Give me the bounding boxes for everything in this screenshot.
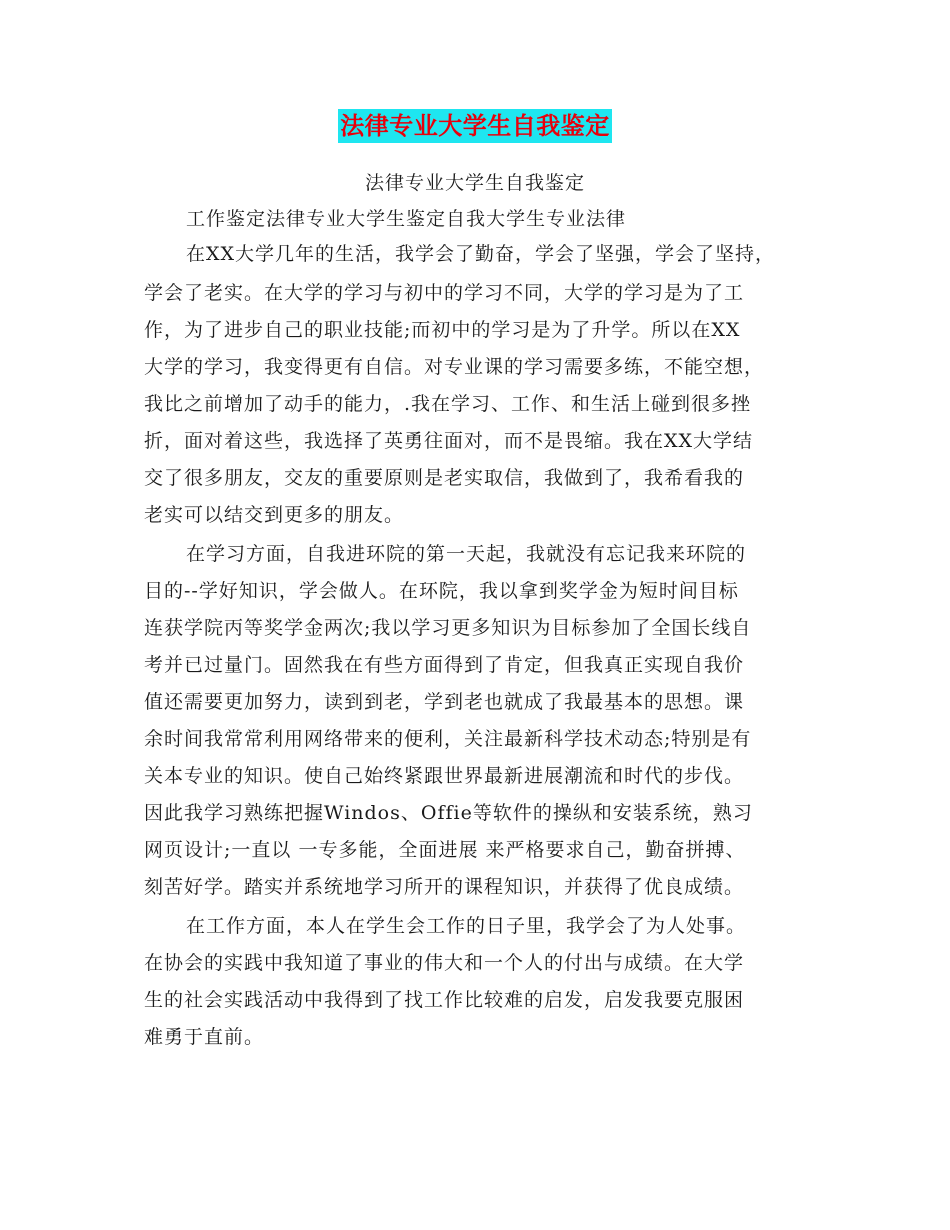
body-line: 在协会的实践中我知道了事业的伟大和一个人的付出与成绩。在大学 — [144, 952, 745, 974]
document-keywords: 工作鉴定法律专业大学生鉴定自我大学生专业法律 — [186, 208, 627, 230]
body-line: 学会了老实。在大学的学习与初中的学习不同，大学的学习是为了工 — [144, 282, 745, 304]
document-subtitle: 法律专业大学生自我鉴定 — [364, 172, 585, 194]
document-title: 法律专业大学生自我鉴定 — [338, 109, 612, 143]
title-row — [0, 109, 950, 143]
body-line: 连获学院丙等奖学金两次;我以学习更多知识为目标参加了全国长线自 — [144, 617, 752, 639]
body-line: 在学习方面，自我进环院的第一天起，我就没有忘记我来环院的 — [186, 543, 747, 565]
body-line: 我比之前增加了动手的能力，.我在学习、工作、和生活上碰到很多挫 — [144, 393, 752, 415]
body-line: 交了很多朋友，交友的重要原则是老实取信，我做到了，我希看我的 — [144, 467, 745, 489]
body-line: 在工作方面，本人在学生会工作的日子里，我学会了为人处事。 — [186, 915, 747, 937]
body-line: 因此我学习熟练把握Windos、Offie等软件的操纵和安装系统，熟习 — [144, 802, 753, 824]
body-line: 目的--学好知识，学会做人。在环院，我以拿到奖学金为短时间目标 — [144, 580, 739, 602]
body-line: 值还需要更加努力，读到到老，学到老也就成了我最基本的思想。课 — [144, 691, 745, 713]
body-line: 老实可以结交到更多的朋友。 — [144, 504, 405, 526]
body-line: 在XX大学几年的生活，我学会了勤奋，学会了坚强，学会了坚持， — [186, 243, 776, 265]
body-line: 关本专业的知识。使自己始终紧跟世界最新进展潮流和时代的步伐。 — [144, 765, 745, 787]
body-line: 大学的学习，我变得更有自信。对专业课的学习需要多练，不能空想， — [144, 356, 765, 378]
body-line: 折，面对着这些，我选择了英勇往面对，而不是畏缩。我在XX大学结 — [144, 430, 754, 452]
body-line: 网页设计;一直以 一专多能，全面进展 来严格要求自己，勤奋拼搏、 — [144, 839, 746, 861]
body-line: 生的社会实践活动中我得到了找工作比较难的启发，启发我要克服困 — [144, 989, 745, 1011]
body-line: 作，为了进步自己的职业技能;而初中的学习是为了升学。所以在XX — [144, 319, 741, 341]
body-line: 难勇于直前。 — [144, 1026, 265, 1048]
body-line: 刻苦好学。踏实并系统地学习所开的课程知识，并获得了优良成绩。 — [144, 876, 745, 898]
body-line: 考并已过量门。固然我在有些方面得到了肯定，但我真正实现自我价 — [144, 654, 745, 676]
body-line: 余时间我常常利用网络带来的便利，关注最新科学技术动态;特别是有 — [144, 728, 752, 750]
